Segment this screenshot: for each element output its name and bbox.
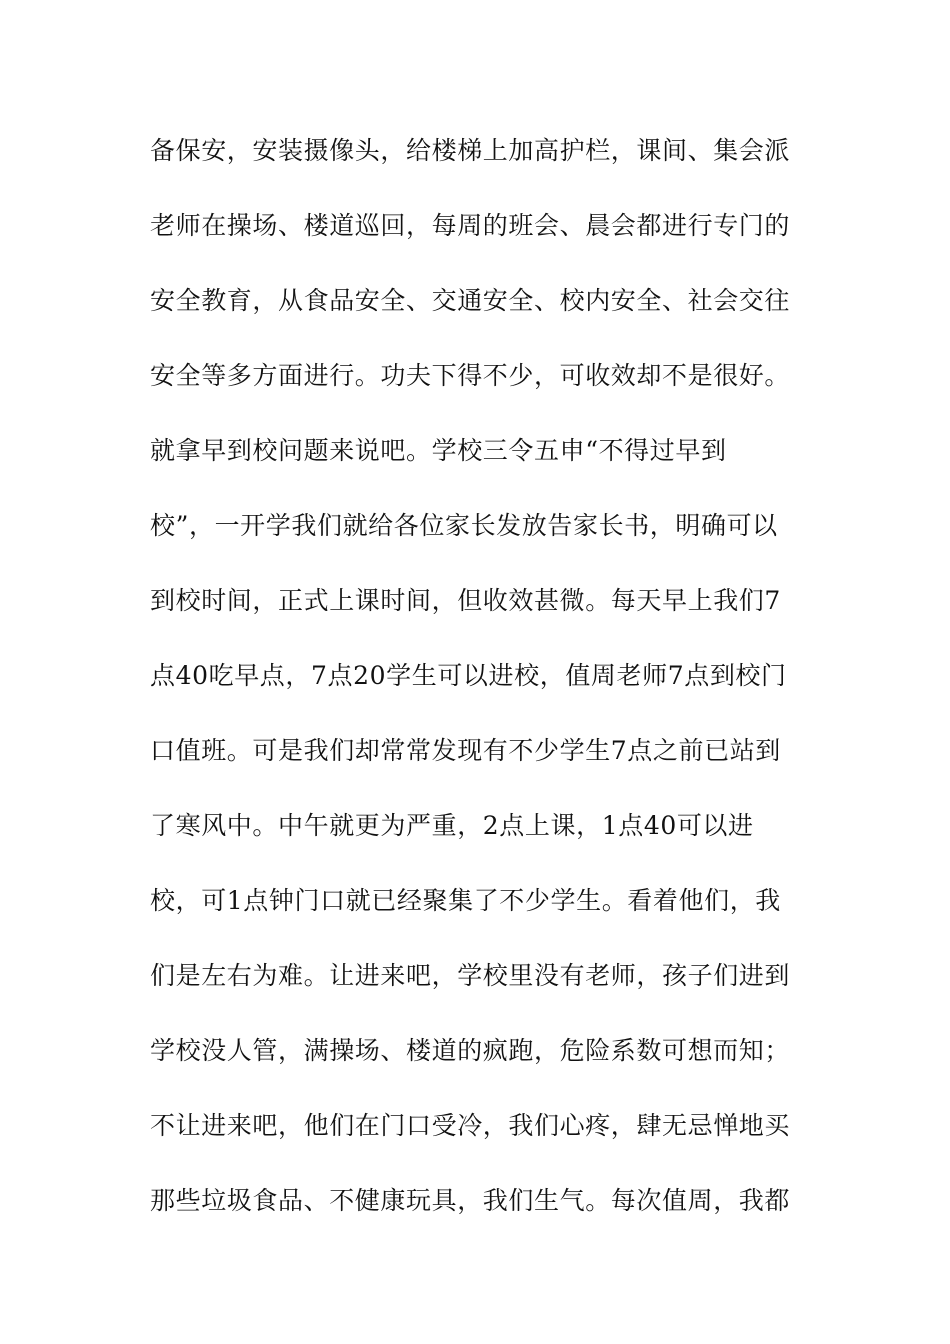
text-line: 校”，一开学我们就给各位家长发放告家长书，明确可以 [150,511,778,540]
text-line: 到校时间，正式上课时间，但收效甚微。每天早上我们7 [150,586,781,615]
text-line: 们是左右为难。让进来吧，学校里没有老师，孩子们进到 [150,961,791,990]
text-line: 那些垃圾食品、不健康玩具，我们生气。每次值周，我都 [150,1186,791,1215]
text-line: 不让进来吧，他们在门口受冷，我们心疼，肆无忌惮地买 [150,1111,791,1140]
text-line: 点40吃早点，7点20学生可以进校，值周老师7点到校门 [150,661,787,690]
text-line: 就拿早到校问题来说吧。学校三令五申“不得过早到 [150,436,727,465]
text-line: 校，可1点钟门口就已经聚集了不少学生。看着他们，我 [150,886,781,915]
body-text [150,128,810,1253]
text-line: 安全教育，从食品安全、交通安全、校内安全、社会交往 [150,286,791,315]
text-line: 口值班。可是我们却常常发现有不少学生7点之前已站到 [150,736,781,765]
text-line: 备保安，安装摄像头，给楼梯上加高护栏，课间、集会派 [150,136,791,165]
text-line: 了寒风中。中午就更为严重，2点上课，1点40可以进 [150,811,754,840]
text-line: 学校没人管，满操场、楼道的疯跑，危险系数可想而知； [150,1036,791,1065]
text-line: 安全等多方面进行。功夫下得不少，可收效却不是很好。 [150,361,791,390]
text-line: 老师在操场、楼道巡回，每周的班会、晨会都进行专门的 [150,211,791,240]
